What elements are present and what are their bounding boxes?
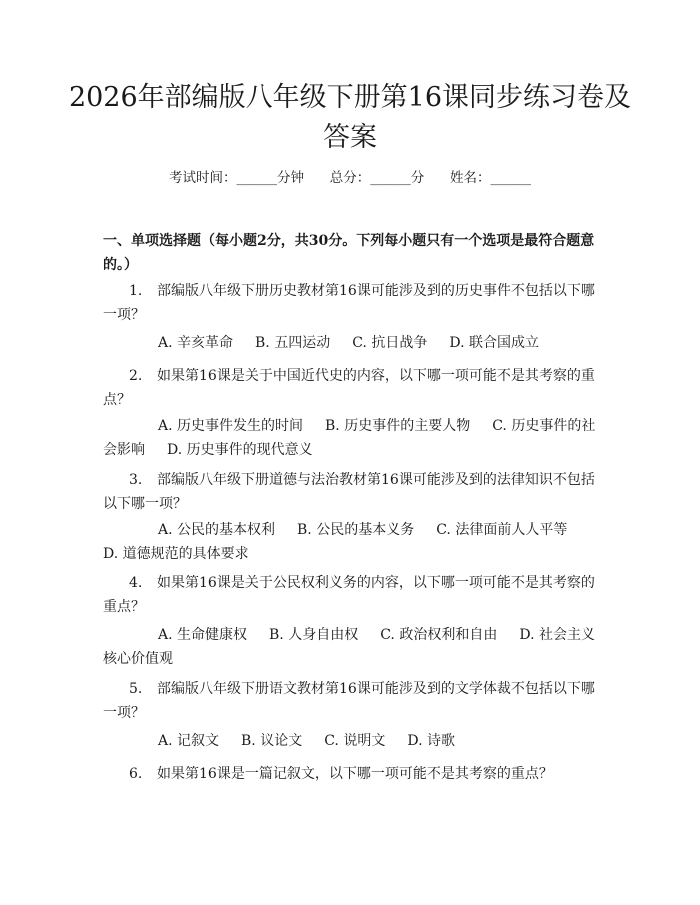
question-number: 1. [129, 283, 143, 299]
option-b: B. 人身自由权 [269, 627, 359, 643]
question-1 [103, 279, 598, 327]
option-a: A. 公民的基本权利 [158, 522, 276, 538]
score-blank: ______ [370, 170, 411, 186]
option-d: D. 联合国成立 [449, 335, 539, 351]
question-6 [103, 762, 598, 786]
question-1-options [103, 331, 598, 355]
option-d: D. 社会主义核心价值观 [103, 627, 595, 667]
question-number: 6. [129, 766, 143, 782]
option-c: C. 抗日战争 [352, 335, 428, 351]
question-text: 如果第16课是关于中国近代史的内容，以下哪一项可能不是其考察的重点？ [103, 368, 595, 408]
question-text: 如果第16课是关于公民权利义务的内容，以下哪一项可能不是其考察的重点？ [103, 575, 595, 615]
question-5 [103, 677, 598, 725]
option-c: C. 历史事件的社会影响 [103, 418, 596, 458]
question-text: 部编版八年级下册语文教材第16课可能涉及到的文学体裁不包括以下哪一项？ [103, 681, 595, 721]
question-number: 3. [129, 472, 143, 488]
section-heading: 一、单项选择题（每小题2分，共30分。下列每小题只有一个选项是最符合题意的。） [103, 233, 595, 273]
option-a: A. 记叙文 [158, 733, 220, 749]
option-d: D. 历史事件的现代意义 [167, 442, 313, 458]
exam-meta [0, 168, 700, 188]
option-b: B. 公民的基本义务 [297, 522, 415, 538]
score-label: 总分： [329, 170, 371, 186]
time-label: 考试时间： [169, 170, 237, 186]
document-title: 2026年部编版八年级下册第16课同步练习卷及答案 [68, 82, 632, 153]
option-a: A. 辛亥革命 [158, 335, 234, 351]
time-blank: ______ [236, 170, 277, 186]
option-c: C. 说明文 [324, 733, 386, 749]
time-unit: 分钟 [277, 170, 304, 186]
option-c: C. 法律面前人人平等 [436, 522, 568, 538]
question-3 [103, 468, 598, 516]
question-number: 4. [129, 575, 143, 591]
question-2 [103, 364, 598, 412]
question-text: 部编版八年级下册历史教材第16课可能涉及到的历史事件不包括以下哪一项？ [103, 283, 595, 323]
option-d: D. 诗歌 [407, 733, 455, 749]
option-b: B. 议论文 [241, 733, 303, 749]
option-a: A. 历史事件发生的时间 [158, 418, 304, 434]
name-label: 姓名： [450, 170, 491, 186]
question-text: 如果第16课是一篇记叙文，以下哪一项可能不是其考察的重点？ [157, 766, 553, 782]
question-text: 部编版八年级下册道德与法治教材第16课可能涉及到的法律知识不包括以下哪一项？ [103, 472, 595, 512]
question-number: 5. [129, 681, 143, 697]
question-3-options [103, 518, 598, 566]
score-unit: 分 [410, 170, 425, 186]
question-4-options [103, 623, 598, 671]
question-number: 2. [129, 368, 143, 384]
option-b: B. 五四运动 [255, 335, 331, 351]
name-blank: ______ [490, 170, 531, 186]
question-5-options [103, 729, 598, 753]
option-c: C. 政治权利和自由 [380, 627, 498, 643]
option-d: D. 道德规范的具体要求 [103, 546, 249, 562]
option-b: B. 历史事件的主要人物 [325, 418, 471, 434]
question-4 [103, 571, 598, 619]
option-a: A. 生命健康权 [158, 627, 248, 643]
question-2-options [103, 414, 598, 462]
